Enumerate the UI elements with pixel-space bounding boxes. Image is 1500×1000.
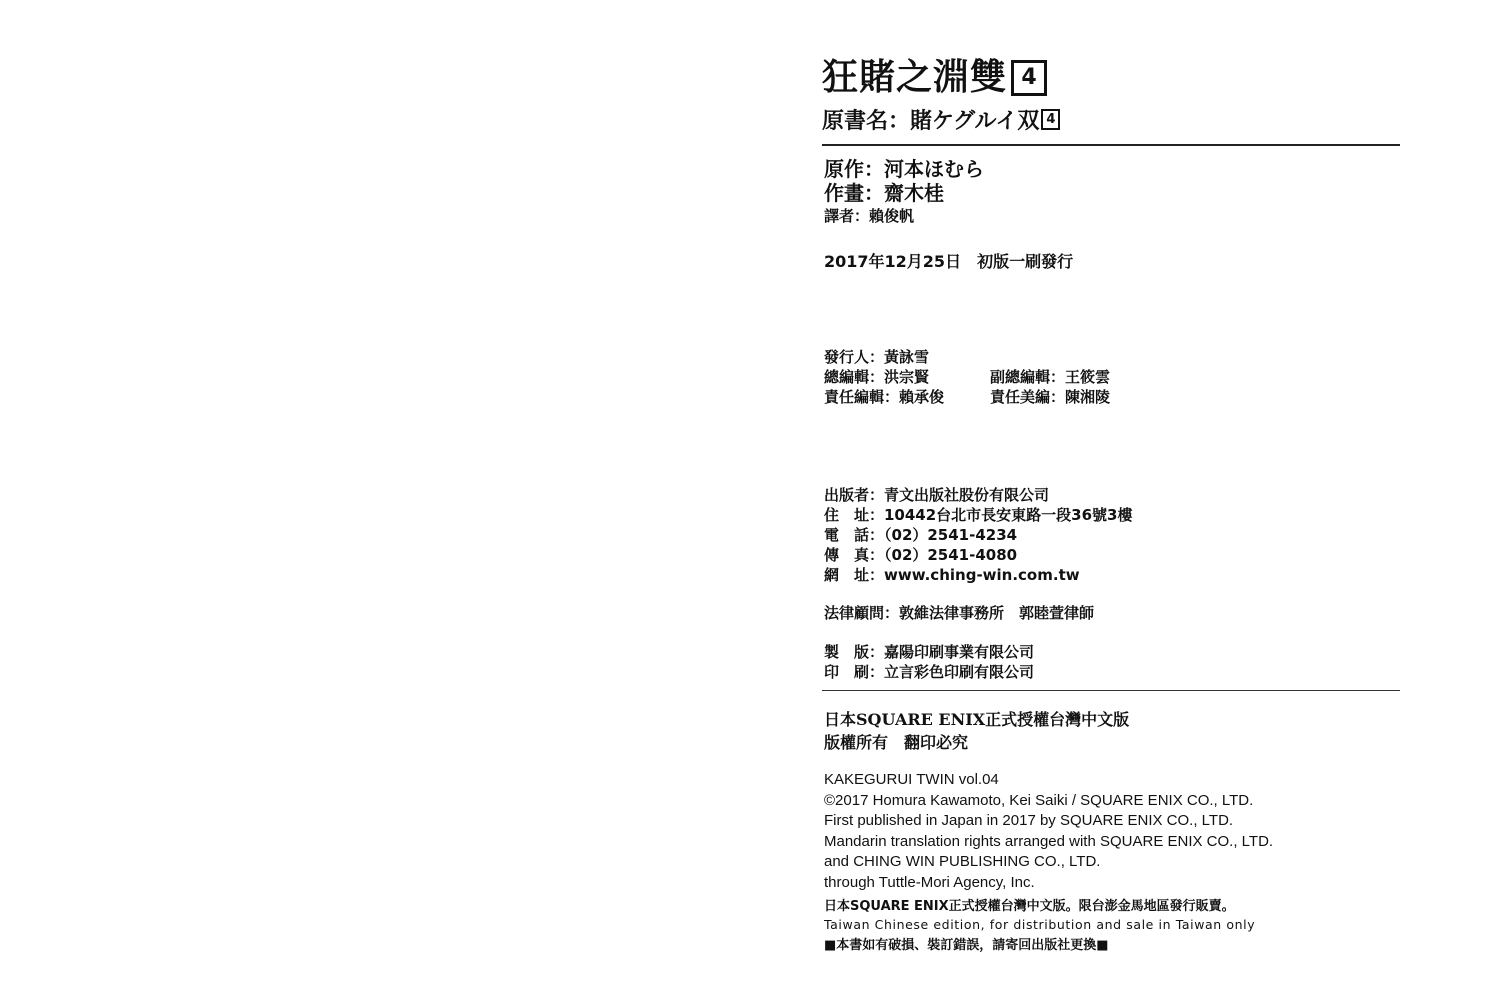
credits <box>824 157 984 227</box>
english-line-4: Mandarin translation rights arranged with SQUARE ENIX CO., LTD. <box>824 832 1274 850</box>
editor-in-chief: 總編輯：洪宗賢 <box>824 368 930 386</box>
publisher-company: 出版者：青文出版社股份有限公司 <box>824 486 1050 504</box>
title-divider <box>822 144 1400 146</box>
distribution-cn: 日本SQUARE ENIX正式授權台灣中文版。限台澎金馬地區發行販賣。 <box>824 899 1235 914</box>
translator-credit: 譯者：賴俊帆 <box>824 207 915 225</box>
publisher-person: 發行人：黃詠雪 <box>824 348 930 366</box>
edition-date: 2017年12月25日 初版一刷發行 <box>824 252 1074 271</box>
volume-badge: 4 <box>1011 60 1047 96</box>
publisher-block <box>824 485 1133 585</box>
artist-credit: 作畫：齋木桂 <box>824 181 944 205</box>
book-title: 狂賭之淵雙 <box>822 57 1008 98</box>
title-row <box>822 56 1402 100</box>
colophon <box>822 56 1402 146</box>
distribution-en: Taiwan Chinese edition, for distribution and sale in Taiwan only <box>824 917 1256 932</box>
staff-row-2 <box>824 387 1110 407</box>
license-line-2: 版權所有 翻印必究 <box>824 733 969 752</box>
legal-advisor: 法律顧問：敦維法律事務所 郭睦萱律師 <box>824 604 1095 622</box>
english-copyright <box>824 770 1273 893</box>
distribution-block <box>824 898 1255 933</box>
staff-row-1 <box>824 367 1110 387</box>
english-line-5: and CHING WIN PUBLISHING CO., LTD. <box>824 853 1101 870</box>
english-line-1: KAKEGURUI TWIN vol.04 <box>824 771 999 788</box>
author-credit: 原作：河本ほむら <box>824 157 984 181</box>
license-block <box>824 708 1129 754</box>
original-title: 原書名：賭ケグルイ双 <box>822 108 1040 134</box>
publisher-phone: 電 話：（02）2541-4234 <box>824 526 1018 544</box>
editor: 責任編輯：賴承俊 <box>824 388 945 406</box>
original-volume-badge: 4 <box>1041 109 1060 130</box>
plate-making: 製 版：嘉陽印刷事業有限公司 <box>824 643 1035 661</box>
art-editor: 責任美編：陳湘陵 <box>990 388 1111 406</box>
publisher-website: 網 址：www.ching-win.com.tw <box>824 566 1080 584</box>
replacement-notice: ■本書如有破損、裝訂錯誤，請寄回出版社更換■ <box>824 938 1109 953</box>
publisher-address: 住 址：10442台北市長安東路一段36號3樓 <box>824 506 1133 524</box>
original-title-row <box>822 104 1402 134</box>
publisher-fax: 傳 真：（02）2541-4080 <box>824 546 1018 564</box>
english-line-3: First published in Japan in 2017 by SQUARE ENIX CO., LTD. <box>824 812 1234 829</box>
license-divider <box>822 690 1400 691</box>
english-line-6: through Tuttle-Mori Agency, Inc. <box>824 873 1035 891</box>
english-line-2: ©2017 Homura Kawamoto, Kei Saiki / SQUARE ENIX CO., LTD. <box>824 791 1254 809</box>
staff-block <box>824 347 1110 407</box>
production-block <box>824 642 1034 682</box>
license-line-1: 日本SQUARE ENIX正式授權台灣中文版 <box>824 710 1130 729</box>
deputy-editor: 副總編輯：王筱雲 <box>990 368 1111 386</box>
printing: 印 刷：立言彩色印刷有限公司 <box>824 663 1035 681</box>
